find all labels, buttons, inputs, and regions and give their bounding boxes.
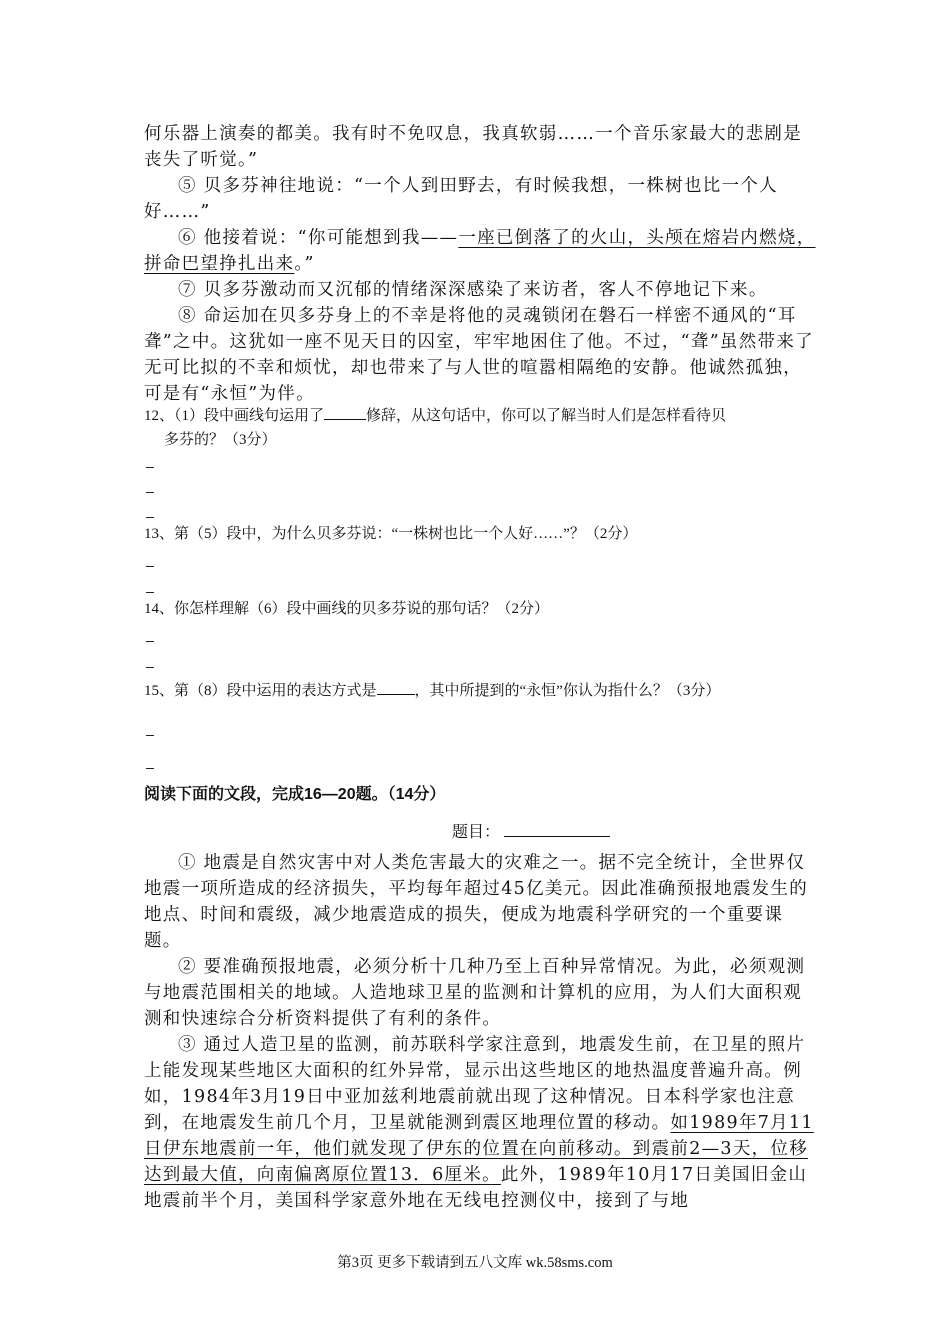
passage-two: [144, 850, 816, 1214]
question-12-points: 多芬的？（3分）: [164, 432, 277, 448]
answer-line[interactable]: [146, 517, 154, 518]
title-field: [452, 819, 610, 842]
title-label: 题目：: [452, 824, 501, 841]
paragraph-continued: 何乐器上演奏的都美。我有时不免叹息，我真软弱……一个音乐家最大的悲剧是丧失了听觉。”: [144, 124, 802, 170]
question-14-text: 14、你怎样理解（6）段中画线的贝多芬说的那句话？（2分）: [144, 601, 550, 617]
section-heading: [144, 783, 816, 807]
answer-line[interactable]: [146, 467, 154, 468]
answer-blank[interactable]: [324, 405, 366, 420]
answer-blank[interactable]: [377, 680, 415, 695]
question-13: [144, 522, 816, 546]
paragraph-3-lead: ③ 通过人造卫星的监测，前苏联科学家注意到，地震发生前，在卫星的照片上能发现某些地区大面积的红外异常，显示出这些地区的地热温度普遍升高。例如，1984年3月19日中亚加兹利地震前就出现了这种情况。日本科学家也注意到，在地震发生前几个月，卫星就能测到震区地理位置的移动。: [144, 1035, 806, 1133]
question-12-text-cont: 修辞，从这句话中，你可以了解当时人们是怎样看待贝: [366, 408, 727, 424]
question-15-text: 15、第（8）段中运用的表达方式是: [144, 683, 377, 699]
paragraph-1: ① 地震是自然灾害中对人类危害最大的灾难之一。据不完全统计，全世界仅地震一项所造成的经济损失，平均每年超过45亿美元。因此准确预报地震发生的地点、时间和震级，减少地震造成的损失，便成为地震科学研究的一个重要课题。: [144, 853, 809, 951]
section-heading-text: 阅读下面的文段，完成16—20题。（14分）: [144, 786, 446, 803]
question-15-text-cont: ，其中所提到的“永恒”你认为指什么？（3分）: [414, 683, 721, 699]
paragraph-6-lead: ⑥ 他接着说：“你可能想到我——: [178, 228, 459, 248]
answer-line[interactable]: [146, 735, 154, 736]
paragraph-8: ⑧ 命运加在贝多芬身上的不幸是将他的灵魂锁闭在磐石一样密不通风的“耳聋”之中。这犹如一座不见天日的囚室，牢牢地困住了他。不过，“聋”虽然带来了无可比拟的不幸和烦忧，却也带来了与人世的喧嚣相隔绝的安静。他诚然孤独，可是有“永恒”为伴。: [144, 306, 814, 404]
question-15: [144, 679, 816, 703]
question-12: [144, 404, 816, 452]
paragraph-3-end: 此外，1989年10月17日美国旧金山地震前半个月，美国科学家意外地在无线电控测仪中，接到了与地: [144, 1165, 808, 1211]
answer-line[interactable]: [146, 566, 154, 567]
answer-line[interactable]: [146, 768, 154, 769]
underlined-sentence: 一座已倒落了的火山，头颅在熔岩内燃烧，拼命巴望挣扎出来: [144, 228, 816, 274]
paragraph-3: [144, 1032, 816, 1214]
underlined-sentence: 如1989年7月11日伊东地震前一年，他们就发现了伊东的位置在向前移动。到震前2—3天，位移达到最大值，向南偏离原位置13．6厘米。: [144, 1113, 814, 1185]
answer-line[interactable]: [146, 592, 154, 593]
title-blank[interactable]: [504, 822, 610, 837]
question-12-text: 12、（1）段中画线句运用了: [144, 408, 325, 424]
paragraph-2: ② 要准确预报地震，必须分析十几种乃至上百种异常情况。为此，必须观测与地震范围相关的地域。人造地球卫星的监测和计算机的应用，为人们大面积观测和快速综合分析资料提供了有利的条件。: [144, 957, 806, 1029]
paragraph-6: [144, 225, 816, 277]
answer-line[interactable]: [146, 492, 154, 493]
paragraph-6-end: 。”: [294, 254, 315, 274]
paragraph-7: ⑦ 贝多芬激动而又沉郁的情绪深深感染了来访者，客人不停地记下来。: [178, 280, 768, 300]
page-footer: 第3页 更多下载请到五八文库 wk.58sms.com: [337, 1255, 613, 1271]
answer-line[interactable]: [146, 641, 154, 642]
question-13-text: 13、第（5）段中，为什么贝多芬说：“一株树也比一个人好……”？（2分）: [144, 526, 638, 542]
passage-one: [144, 121, 816, 407]
paragraph-5: ⑤ 贝多芬神往地说：“一个人到田野去，有时候我想，一株树也比一个人好……”: [144, 176, 778, 222]
question-14: [144, 597, 816, 621]
answer-line[interactable]: [146, 667, 154, 668]
